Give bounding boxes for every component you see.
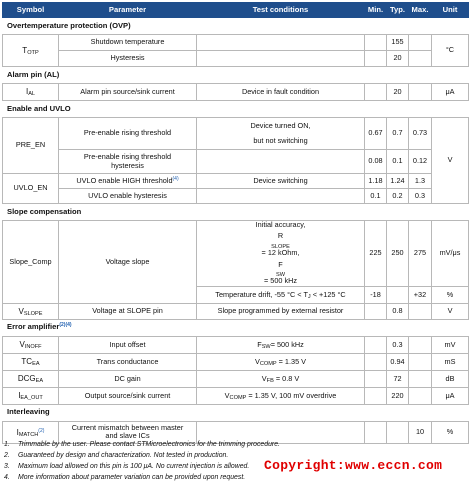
conditions-cell: Device switching: [197, 174, 365, 189]
table-row: [3, 189, 469, 204]
parameter-cell: Input offset: [59, 336, 197, 353]
parameter-cell: DC gain: [59, 370, 197, 387]
min-cell: 1.18: [365, 174, 387, 189]
symbol-cell: $V_{INOFF}$: [3, 336, 59, 353]
section-row-ovp: [3, 18, 469, 35]
min-cell: 0.67: [365, 118, 387, 150]
footnote: 2. Guaranteed by design and characterization. Not tested in production.: [4, 452, 229, 459]
footnote: 1. Trimmable by the user. Please contact STMicroelectronics for the trimming procedure.: [4, 441, 280, 448]
table-row: [3, 84, 469, 101]
max-cell: 10: [409, 421, 432, 443]
parameter-cell: Shutdown temperature: [59, 35, 197, 51]
max-cell: [409, 336, 432, 353]
unit-cell: dB: [432, 370, 469, 387]
section-title: Alarm pin (AL): [3, 67, 469, 84]
unit-cell: μA: [432, 387, 469, 404]
parameter-cell: Pre-enable rising threshold hysteresis: [59, 150, 197, 174]
conditions-cell: [197, 35, 365, 51]
conditions-cell: Device turned ON, but not switching: [197, 118, 365, 150]
header-symbol: Symbol: [3, 3, 59, 18]
header-min: Min.: [365, 3, 387, 18]
footnote: 4. More information about parameter variation can be provided upon request.: [4, 474, 246, 481]
symbol-cell: $V_{SLOPE}$: [3, 303, 59, 319]
section-row-interleaving: [3, 404, 469, 421]
symbol-cell: UVLO_EN: [3, 174, 59, 204]
typ-cell: 0.7: [387, 118, 409, 150]
min-cell: [365, 353, 387, 370]
section-title: Slope compensation: [3, 204, 469, 221]
conditions-cell: Slope programmed by external resistor: [197, 303, 365, 319]
max-cell: 275: [409, 221, 432, 287]
min-cell: [365, 51, 387, 67]
unit-cell: μA: [432, 84, 469, 101]
unit-cell: V: [432, 118, 469, 204]
footnote: 3. Maximum load allowed on this pin is 100 μA. No current injection is allowed.: [4, 463, 250, 470]
unit-cell: °C: [432, 35, 469, 67]
parameter-cell: Current mismatch between master and slave ICs: [59, 421, 197, 443]
conditions-cell: Device in fault condition: [197, 84, 365, 101]
symbol-cell: $T_{OTP}$: [3, 35, 59, 67]
table-row: [3, 35, 469, 51]
table-row: [3, 353, 469, 370]
section-row-uvlo: [3, 101, 469, 118]
table-row: [3, 118, 469, 150]
section-row-alarm: [3, 67, 469, 84]
max-cell: [409, 35, 432, 51]
table-row: [3, 336, 469, 353]
unit-cell: mS: [432, 353, 469, 370]
max-cell: [409, 370, 432, 387]
parameter-cell: Output source/sink current: [59, 387, 197, 404]
footnote-ref: (2)(4): [59, 322, 72, 329]
unit-cell: mV/μs: [432, 221, 469, 287]
max-cell: [409, 303, 432, 319]
max-cell: 0.3: [409, 189, 432, 204]
electrical-characteristics-table: [2, 2, 469, 444]
min-cell: -18: [365, 286, 387, 303]
conditions-cell: Temperature drift, -55 $^\circ C < T_J < +125$ °C: [197, 286, 365, 303]
footnote-ref: (4): [172, 175, 179, 182]
max-cell: [409, 84, 432, 101]
symbol-cell: $I_{AL}$: [3, 84, 59, 101]
section-title: Enable and UVLO: [3, 101, 469, 118]
conditions-cell: $V_{COMP} = 1.35$ V: [197, 353, 365, 370]
parameter-cell: Pre-enable rising threshold: [59, 118, 197, 150]
min-cell: 0.1: [365, 189, 387, 204]
table-row: [3, 150, 469, 174]
typ-cell: 220: [387, 387, 409, 404]
unit-cell: mV: [432, 336, 469, 353]
section-title: Error amplifier$^{(2)(4)}$: [3, 319, 469, 336]
header-typ: Typ.: [387, 3, 409, 18]
max-cell: [409, 387, 432, 404]
table-row: [3, 174, 469, 189]
table-row: [3, 303, 469, 319]
conditions-cell: Initial accuracy, R $_{SLOPE}$ = 12 kOhm, F $_{SW}$ = 500 kHz: [197, 221, 365, 287]
parameter-cell: Trans conductance: [59, 353, 197, 370]
parameter-cell: Alarm pin source/sink current: [59, 84, 197, 101]
typ-cell: 250: [387, 221, 409, 287]
parameter-cell: Voltage at SLOPE pin: [59, 303, 197, 319]
symbol-cell: PRE_EN: [3, 118, 59, 174]
conditions-cell: [197, 189, 365, 204]
parameter-cell: UVLO enable hysteresis: [59, 189, 197, 204]
parameter-cell: Voltage slope: [59, 221, 197, 304]
copyright-watermark: Copyright:www.eccn.com: [264, 458, 443, 473]
section-row-error-amplifier: [3, 319, 469, 336]
typ-cell: 72: [387, 370, 409, 387]
header-test-conditions: Test conditions: [197, 3, 365, 18]
typ-cell: 155: [387, 35, 409, 51]
max-cell: 0.73: [409, 118, 432, 150]
table-header-row: [3, 3, 469, 18]
typ-cell: 0.1: [387, 150, 409, 174]
conditions-cell: $F_{SW}= 500$ kHz: [197, 336, 365, 353]
min-cell: [365, 336, 387, 353]
typ-cell: 0.94: [387, 353, 409, 370]
conditions-cell: [197, 51, 365, 67]
typ-cell: 0.2: [387, 189, 409, 204]
max-cell: [409, 51, 432, 67]
typ-cell: 0.8: [387, 303, 409, 319]
table-row: [3, 51, 469, 67]
footnote-ref: (2): [38, 427, 45, 434]
parameter-cell: UVLO enable HIGH threshold$^{(4)}$: [59, 174, 197, 189]
min-cell: [365, 303, 387, 319]
header-max: Max.: [409, 3, 432, 18]
max-cell: [409, 353, 432, 370]
min-cell: [365, 370, 387, 387]
unit-cell: %: [432, 286, 469, 303]
unit-cell: V: [432, 303, 469, 319]
table-row: [3, 370, 469, 387]
header-unit: Unit: [432, 3, 469, 18]
symbol-cell: Slope_Comp: [3, 221, 59, 304]
unit-cell: %: [432, 421, 469, 443]
symbol-cell: $TC_{EA}$: [3, 353, 59, 370]
typ-cell: 20: [387, 84, 409, 101]
section-row-slope: [3, 204, 469, 221]
min-cell: 0.08: [365, 150, 387, 174]
section-title: Overtemperature protection (OVP): [3, 18, 469, 35]
section-title: Interleaving: [3, 404, 469, 421]
conditions-cell: [197, 150, 365, 174]
symbol-cell: $DCG_{EA}$: [3, 370, 59, 387]
typ-cell: 0.3: [387, 336, 409, 353]
min-cell: [365, 35, 387, 51]
table-row: [3, 221, 469, 287]
max-cell: 0.12: [409, 150, 432, 174]
typ-cell: [387, 286, 409, 303]
conditions-cell: $V_{COMP} = 1.35$ V, 100 mV overdrive: [197, 387, 365, 404]
max-cell: 1.3: [409, 174, 432, 189]
min-cell: [365, 387, 387, 404]
conditions-cell: $V_{FB} = 0.8$ V: [197, 370, 365, 387]
symbol-cell: $I_{MATCH}^{(2)}$: [3, 421, 59, 443]
table-row: [3, 387, 469, 404]
min-cell: [365, 84, 387, 101]
typ-cell: 20: [387, 51, 409, 67]
min-cell: 225: [365, 221, 387, 287]
typ-cell: 1.24: [387, 174, 409, 189]
max-cell: +32: [409, 286, 432, 303]
parameter-cell: Hysteresis: [59, 51, 197, 67]
symbol-cell: $I_{EA\_OUT}$: [3, 387, 59, 404]
header-parameter: Parameter: [59, 3, 197, 18]
